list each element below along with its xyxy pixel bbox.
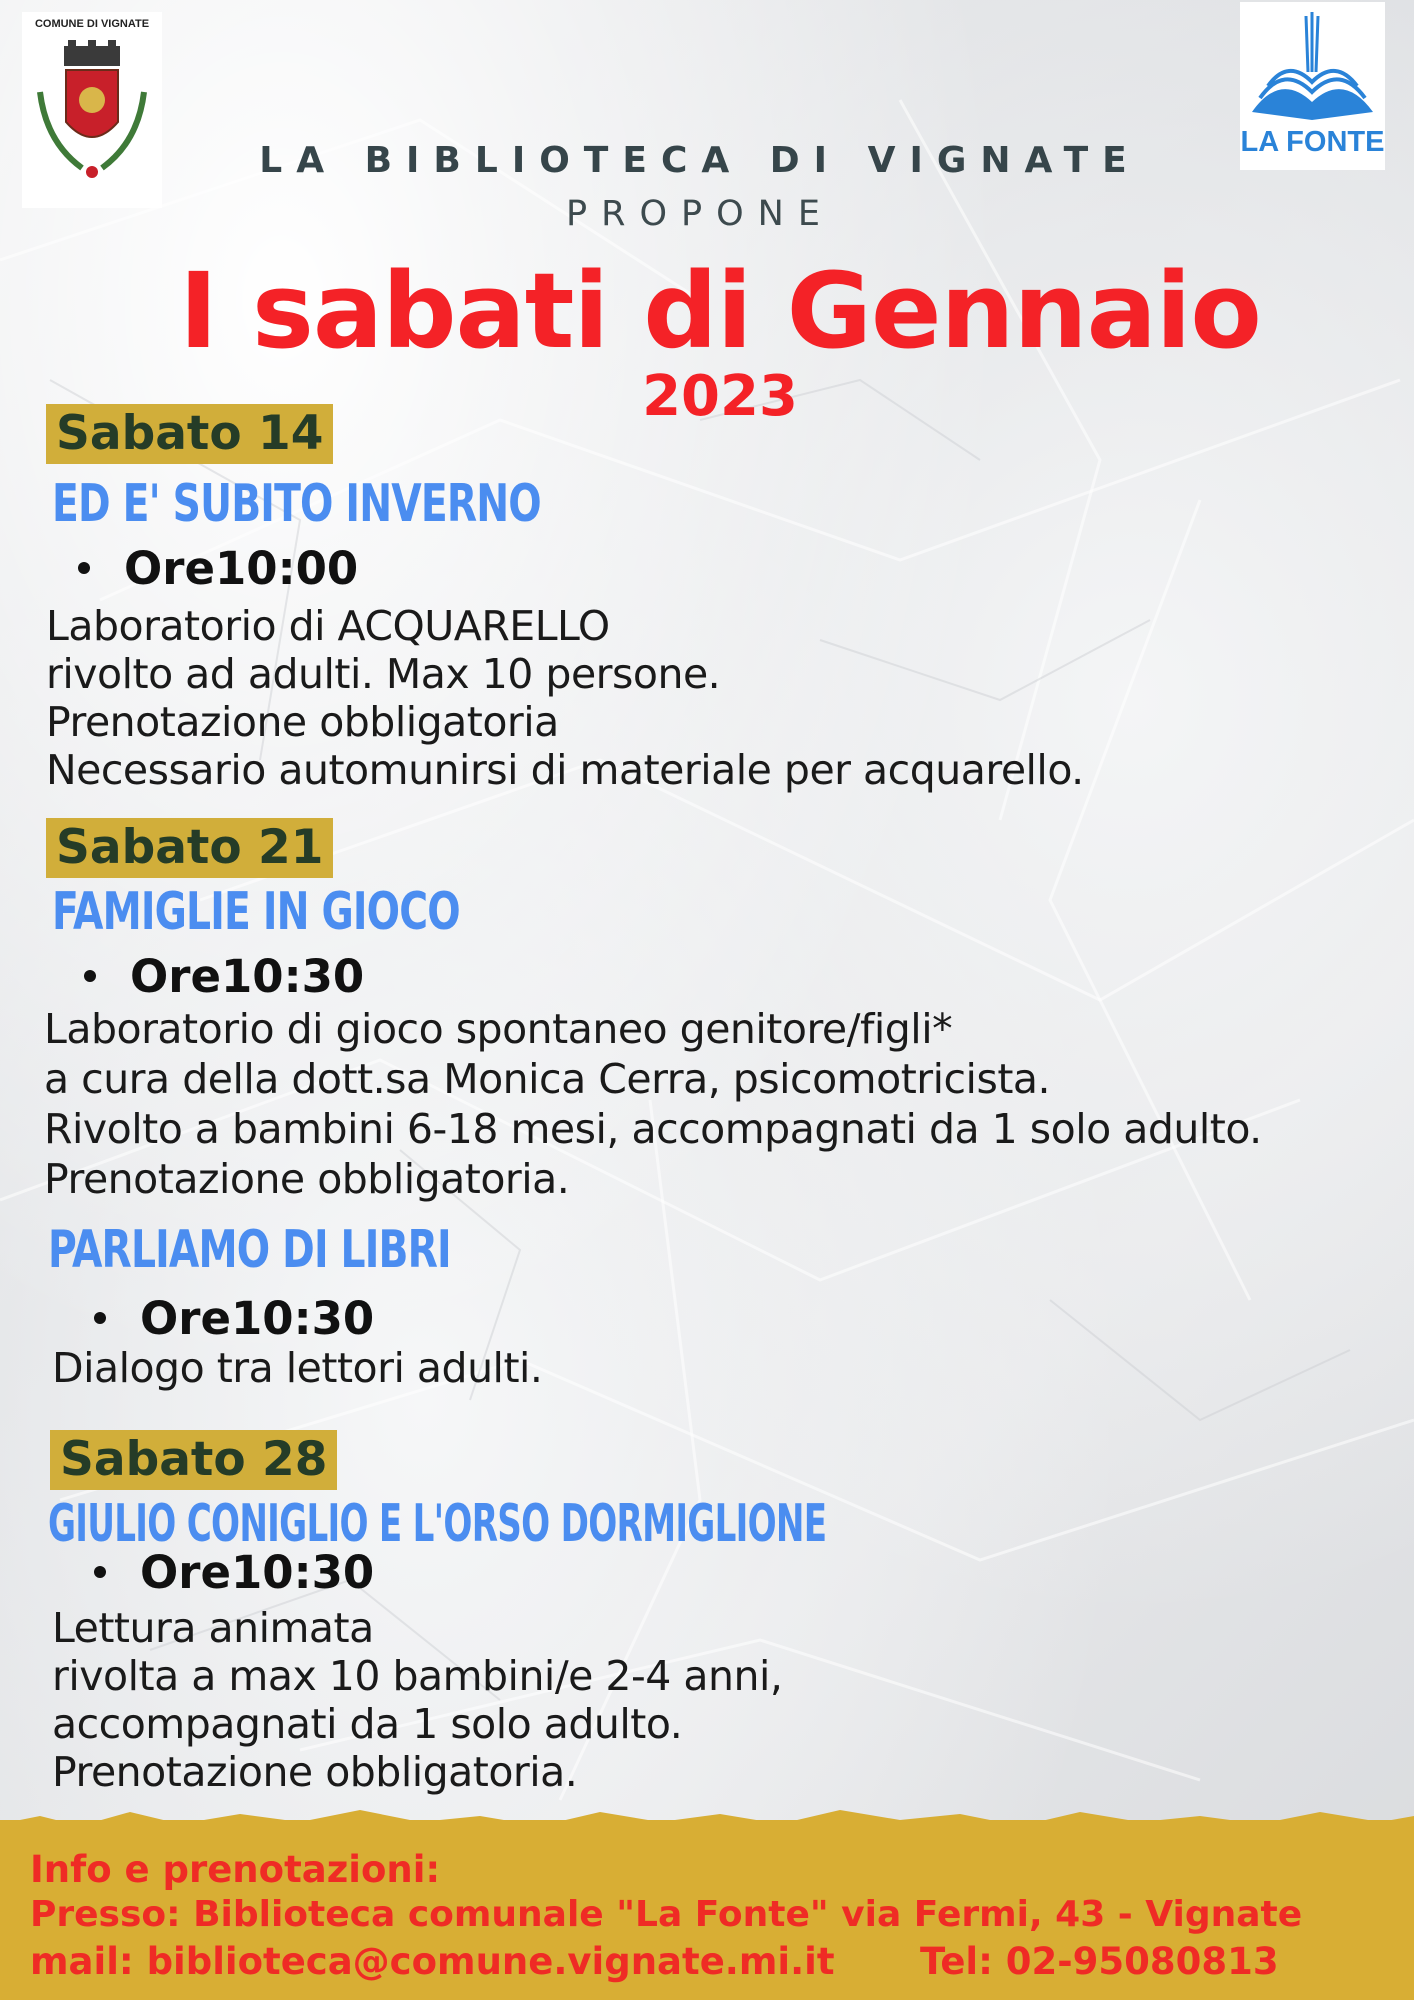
desc-line: Rivolto a bambini 6-18 mesi, accompagnati da 1 solo adulto.: [44, 1105, 1262, 1153]
desc-line: accompagnati da 1 solo adulto.: [52, 1700, 683, 1748]
event-description: [44, 1004, 1262, 1204]
desc-line: rivolta a max 10 bambini/e 2-4 anni,: [52, 1652, 783, 1700]
header-propone: PROPONE: [566, 194, 834, 234]
bullet-icon: [78, 562, 90, 574]
event-description: [52, 1604, 782, 1796]
crest-icon: [22, 12, 162, 208]
time-text: Ore10:30: [130, 950, 365, 1003]
event-time: [94, 1546, 374, 1599]
desc-line: Prenotazione obbligatoria: [46, 698, 559, 746]
desc-line: a cura della dott.sa Monica Cerra, psicomotricista.: [44, 1055, 1051, 1103]
title-year: 2023: [642, 364, 798, 429]
desc-line: Prenotazione obbligatoria.: [44, 1155, 570, 1203]
footer-mail: mail: biblioteca@comune.vignate.mi.it: [30, 1940, 835, 1983]
event-time: [94, 1292, 374, 1345]
event-title-giulio-coniglio: GIULIO CONIGLIO E L'ORSO DORMIGLIONE: [48, 1494, 827, 1554]
desc-line: Lettura animata: [52, 1604, 374, 1652]
desc-line: Laboratorio di gioco spontaneo genitore/figli*: [44, 1005, 953, 1053]
event-time: [84, 950, 364, 1003]
desc-line: Necessario automunirsi di materiale per acquarello.: [46, 746, 1084, 794]
footer-address: Presso: Biblioteca comunale "La Fonte" via Fermi, 43 - Vignate: [30, 1894, 1303, 1935]
date-tag-sabato-28: Sabato 28: [50, 1430, 337, 1490]
time-text: Ore10:30: [140, 1292, 375, 1345]
event-description: Dialogo tra lettori adulti.: [52, 1344, 543, 1392]
event-title-subito-inverno: ED E' SUBITO INVERNO: [52, 474, 541, 534]
page-title: I sabati di Gennaio: [179, 250, 1261, 372]
fonte-label: LA FONTE: [1240, 126, 1385, 158]
header-library: LA BIBLIOTECA DI VIGNATE: [259, 140, 1141, 181]
date-tag-sabato-14: Sabato 14: [46, 404, 333, 464]
bullet-icon: [94, 1312, 106, 1324]
la-fonte-logo: [1240, 2, 1385, 170]
time-text: Ore10:00: [124, 542, 359, 595]
footer-info-heading: Info e prenotazioni:: [30, 1848, 441, 1891]
footer-phone: Tel: 02-95080813: [920, 1940, 1279, 1983]
book-fountain-icon: [1240, 2, 1385, 126]
comune-crest-logo: [22, 12, 162, 208]
event-title-parliamo-di-libri: PARLIAMO DI LIBRI: [48, 1220, 451, 1280]
bullet-icon: [94, 1566, 106, 1578]
event-time: [78, 542, 358, 595]
desc-line: Prenotazione obbligatoria.: [52, 1748, 578, 1796]
desc-line: rivolto ad adulti. Max 10 persone.: [46, 650, 721, 698]
event-description: [46, 602, 1084, 794]
desc-line: Laboratorio di ACQUARELLO: [46, 602, 610, 650]
crest-text: COMUNE DI VIGNATE: [34, 18, 150, 30]
event-title-famiglie-in-gioco: FAMIGLIE IN GIOCO: [52, 882, 460, 942]
time-text: Ore10:30: [140, 1546, 375, 1599]
date-tag-sabato-21: Sabato 21: [46, 818, 333, 878]
footer-info: [0, 1820, 1414, 2000]
bullet-icon: [84, 970, 96, 982]
